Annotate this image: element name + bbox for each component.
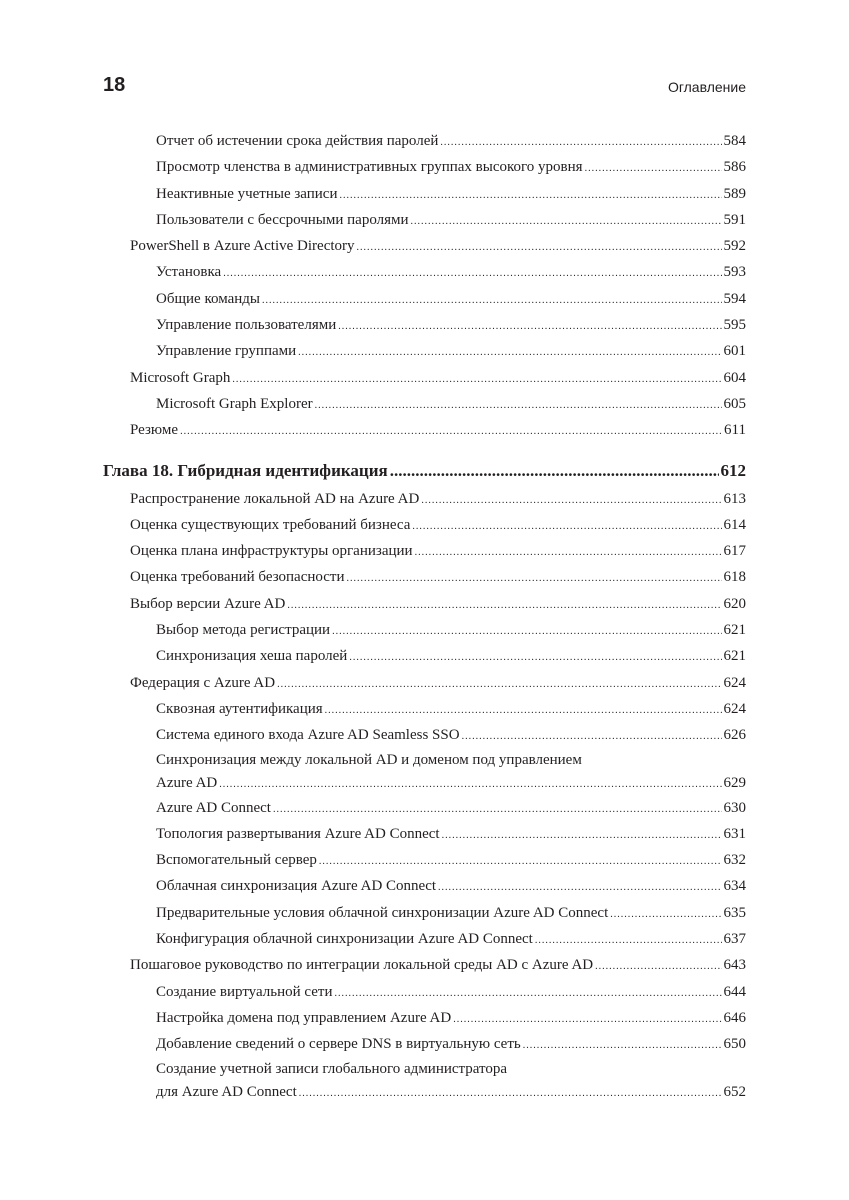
toc-entry-title: Неактивные учетные записи [156, 185, 338, 202]
toc-entry [103, 722, 746, 748]
toc-entry-title: Пользователи с бессрочными паролями [156, 211, 409, 228]
leader-dots [315, 391, 722, 419]
toc-entry [103, 900, 746, 926]
toc-entry-page: 626 [723, 727, 746, 744]
toc-entry-title: Microsoft Graph [130, 369, 231, 386]
toc-entry-page: 605 [723, 395, 746, 412]
page-number: 18 [103, 74, 126, 96]
toc-entry-page: 629 [723, 774, 746, 791]
leader-dots [421, 486, 721, 514]
toc-entry [103, 259, 746, 285]
toc-entry-page: 621 [723, 648, 746, 665]
toc-entry-title: Сквозная аутентификация [156, 700, 323, 717]
toc-entry-title: Оценка существующих требований бизнеса [130, 516, 411, 533]
toc-entry-page: 637 [723, 931, 746, 948]
leader-dots [347, 564, 722, 592]
leader-dots [340, 181, 722, 209]
toc-entry-title: Microsoft Graph Explorer [156, 395, 313, 412]
toc-entry-title: Пошаговое руководство по интеграции локальной среды AD с Azure AD [130, 957, 594, 974]
toc-entry-title: Резюме [130, 422, 179, 439]
toc-entry-page: 643 [723, 957, 746, 974]
toc-entry [103, 417, 746, 443]
toc-entry-title: Добавление сведений о сервере DNS в виртуальную сеть [156, 1036, 521, 1053]
toc-entry-page: 586 [723, 159, 746, 176]
toc-entry-title: Просмотр членства в административных группах высокого уровня [156, 159, 583, 176]
toc-entry-page: 630 [723, 799, 746, 816]
toc-entry [103, 486, 746, 512]
toc-entry [103, 617, 746, 643]
toc-entry-title: Топология развертывания Azure AD Connect [156, 825, 440, 842]
leader-dots [287, 591, 721, 619]
toc-entry [103, 512, 746, 538]
toc-entry-title: Выбор версии Azure AD [130, 595, 286, 612]
leader-dots [595, 952, 721, 980]
leader-dots [223, 259, 721, 287]
toc-entry [103, 643, 746, 669]
toc-entry-page: 591 [723, 211, 746, 228]
toc-entry-title: PowerShell в Azure Active Directory [130, 238, 355, 255]
toc-entry-title: Вспомогательный сервер [156, 852, 317, 869]
toc-entry-page: 620 [723, 595, 746, 612]
toc-entry-page: 611 [724, 422, 746, 439]
toc-entry [103, 338, 746, 364]
toc-entry-page: 646 [723, 1009, 746, 1026]
leader-dots [273, 795, 722, 823]
toc-entry-title: Предварительные условия облачной синхронизации Azure AD Connect [156, 904, 609, 921]
leader-dots [232, 365, 721, 393]
toc-entry-title: Синхронизация хеша паролей [156, 648, 348, 665]
leader-dots [262, 286, 722, 314]
toc-entry-title-line1: Создание учетной записи глобального администратора [156, 1060, 508, 1077]
toc-entry-title-line1: Синхронизация между локальной AD и доменом под управлением [156, 751, 582, 768]
toc-entry-page: 624 [723, 674, 746, 691]
toc-entry-title: Настройка домена под управлением Azure AD [156, 1009, 452, 1026]
leader-dots [334, 979, 721, 1007]
leader-dots [523, 1031, 722, 1059]
toc-entry [103, 952, 746, 978]
toc-entry-page: 618 [723, 569, 746, 586]
toc-entry-page: 613 [723, 490, 746, 507]
toc-entry-title: Общие команды [156, 290, 260, 307]
leader-dots [219, 771, 721, 797]
toc-entry-page: 635 [723, 904, 746, 921]
toc-entry [103, 591, 746, 617]
leader-dots [338, 312, 721, 340]
leader-dots [299, 1080, 722, 1106]
toc-entry [103, 696, 746, 722]
toc-entry [103, 847, 746, 873]
toc-entry-page: 589 [723, 185, 746, 202]
leader-dots [319, 847, 722, 875]
toc-entry-page: 652 [723, 1083, 746, 1100]
leader-dots [610, 900, 721, 928]
toc-entry [103, 207, 746, 233]
toc-entry [103, 670, 746, 696]
leader-dots [535, 926, 722, 954]
toc-entry-page: 650 [723, 1036, 746, 1053]
toc-entry-title: Система единого входа Azure AD Seamless SSO [156, 727, 460, 744]
leader-dots [411, 207, 722, 235]
toc-entry-title: Azure AD Connect [156, 799, 271, 816]
toc-chapter-entry [103, 456, 746, 486]
leader-dots [442, 821, 722, 849]
toc-entry-title: Управление группами [156, 343, 297, 360]
toc-entry-page: 634 [723, 878, 746, 895]
toc-entry [103, 564, 746, 590]
toc-entry-page: 612 [720, 460, 746, 480]
toc-entry [103, 365, 746, 391]
leader-dots [180, 417, 722, 445]
leader-dots [438, 873, 721, 901]
toc-entry-title: Отчет об истечении срока действия паролей [156, 133, 439, 149]
toc-entry-title: Оценка плана инфраструктуры организации [130, 543, 413, 560]
toc-entry-title: Управление пользователями [156, 317, 337, 334]
toc-entry [103, 1031, 746, 1057]
toc-entry [103, 128, 746, 154]
leader-dots [332, 617, 721, 645]
toc-entry-page: 624 [723, 700, 746, 717]
toc-entry-page: 592 [723, 238, 746, 255]
toc-entry [103, 979, 746, 1005]
toc-entry-title: Выбор метода регистрации [156, 622, 331, 639]
toc-entry-title: Глава 18. Гибридная идентификация [103, 460, 388, 480]
toc-entry-page: 594 [723, 290, 746, 307]
toc-entry-title: Оценка требований безопасности [130, 569, 345, 586]
running-title: Оглавление [667, 79, 746, 95]
toc-entry-title: Azure AD [156, 774, 218, 791]
toc-entry-title: Установка [156, 264, 222, 281]
toc-entry-page: 584 [723, 133, 746, 149]
leader-dots [298, 338, 721, 366]
toc-entry-page: 631 [723, 825, 746, 842]
toc-entry-page: 595 [723, 317, 746, 334]
leader-dots [390, 456, 719, 486]
toc-entry [103, 233, 746, 259]
toc-entry-page: 644 [723, 983, 746, 1000]
toc-entry-title: Облачная синхронизация Azure AD Connect [156, 878, 437, 895]
toc-entry [103, 873, 746, 899]
toc-entry [103, 154, 746, 180]
toc-entry-title: Создание виртуальной сети [156, 983, 333, 1000]
toc-entry-page: 614 [723, 516, 746, 533]
leader-dots [462, 722, 722, 750]
toc-entry [103, 821, 746, 847]
toc-entry-title: Распространение локальной AD на Azure AD [130, 490, 420, 507]
toc-entry [103, 312, 746, 338]
toc-entry [103, 1058, 746, 1104]
toc-entry [103, 286, 746, 312]
toc-entry-title: Федерация с Azure AD [130, 674, 276, 691]
toc-entry [103, 181, 746, 207]
toc-entry-page: 621 [723, 622, 746, 639]
toc-entry [103, 538, 746, 564]
toc-entry [103, 391, 746, 417]
leader-dots [412, 512, 721, 540]
table-of-contents [103, 128, 746, 1104]
toc-entry-title: для Azure AD Connect [156, 1083, 297, 1100]
toc-entry [103, 1005, 746, 1031]
leader-dots [277, 670, 721, 698]
toc-entry [103, 926, 746, 952]
leader-dots [440, 128, 721, 156]
toc-entry-title: Конфигурация облачной синхронизации Azure AD Connect [156, 931, 533, 948]
toc-entry [103, 749, 746, 795]
toc-entry-page: 593 [723, 264, 746, 281]
toc-entry-page: 604 [723, 369, 746, 386]
leader-dots [585, 154, 722, 182]
toc-entry [103, 795, 746, 821]
leader-dots [453, 1005, 721, 1033]
leader-dots [357, 233, 722, 261]
toc-entry-page: 632 [723, 852, 746, 869]
leader-dots [415, 538, 722, 566]
toc-entry-page: 617 [723, 543, 746, 560]
leader-dots [325, 696, 722, 724]
leader-dots [349, 643, 721, 671]
toc-entry-page: 601 [723, 343, 746, 360]
